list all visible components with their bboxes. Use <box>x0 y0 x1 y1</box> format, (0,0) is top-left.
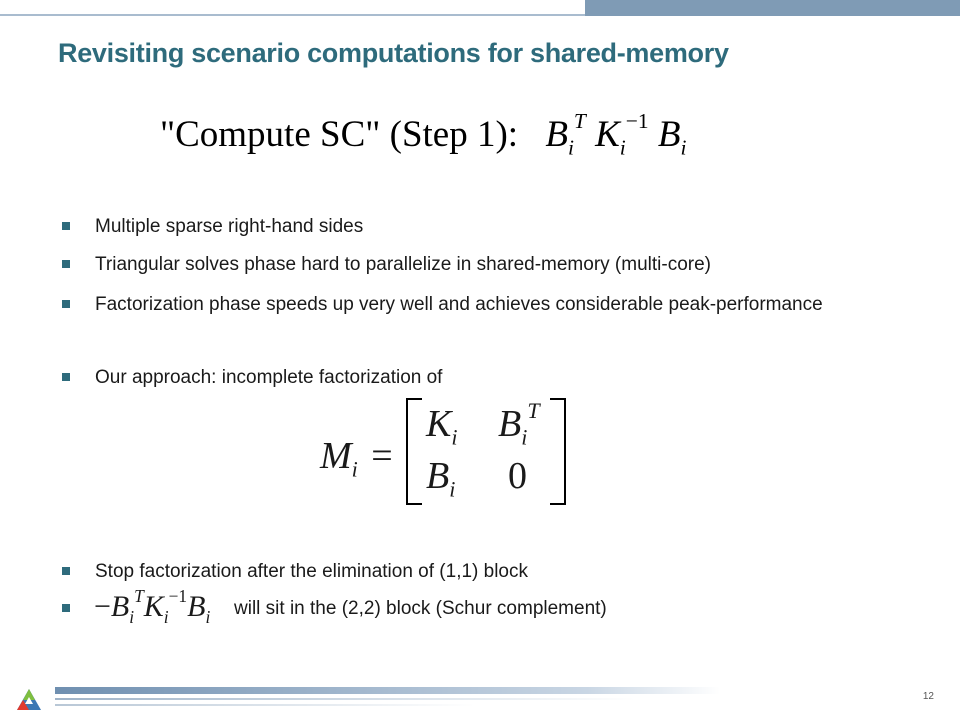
bullet-square-icon <box>62 373 70 381</box>
bullet-item: Stop factorization after the elimination of (1,1) block <box>62 560 528 584</box>
matrix-cell-21: $B_i$ <box>426 455 456 502</box>
matrix-lhs: $M_i$ = <box>320 435 393 482</box>
bullet-item: Our approach: incomplete factorization of <box>62 366 442 390</box>
formula-expression: $B_i^T$ $K_i^{-1}$ $B_i$ <box>545 109 687 160</box>
matrix-cell-12: $B_i^T$ <box>498 397 540 450</box>
page-number: 12 <box>922 691 934 702</box>
top-decor-line <box>0 14 585 16</box>
matrix-cell-11: $K_i$ <box>426 403 458 450</box>
compute-sc-formula <box>160 109 687 160</box>
bullet-item: Factorization phase speeds up very well and achieves considerable peak-performance <box>62 293 915 317</box>
slide-title: Revisiting scenario computations for shared-memory <box>58 38 729 68</box>
bullet-item: Triangular solves phase hard to parallelize in shared-memory (multi-core) <box>62 253 711 277</box>
schur-formula: $-B_i^TK_i^{-1}B_i$ <box>94 585 211 627</box>
formula-label: "Compute SC" (Step 1): <box>160 114 519 155</box>
top-decor-band <box>585 0 960 16</box>
bullet-square-icon <box>62 567 70 575</box>
footer-decor-band <box>55 687 720 694</box>
bullet-square-icon <box>62 604 70 612</box>
footer-decor-line <box>55 704 475 706</box>
bullet-square-icon <box>62 300 70 308</box>
right-bracket <box>550 398 566 505</box>
logo-icon <box>16 688 42 712</box>
bullet-square-icon <box>62 222 70 230</box>
footer-decor-line <box>55 698 635 700</box>
matrix-cell-22: 0 <box>508 455 527 497</box>
bullet-square-icon <box>62 260 70 268</box>
bullet-item: Multiple sparse right-hand sides <box>62 215 363 239</box>
left-bracket <box>406 398 422 505</box>
